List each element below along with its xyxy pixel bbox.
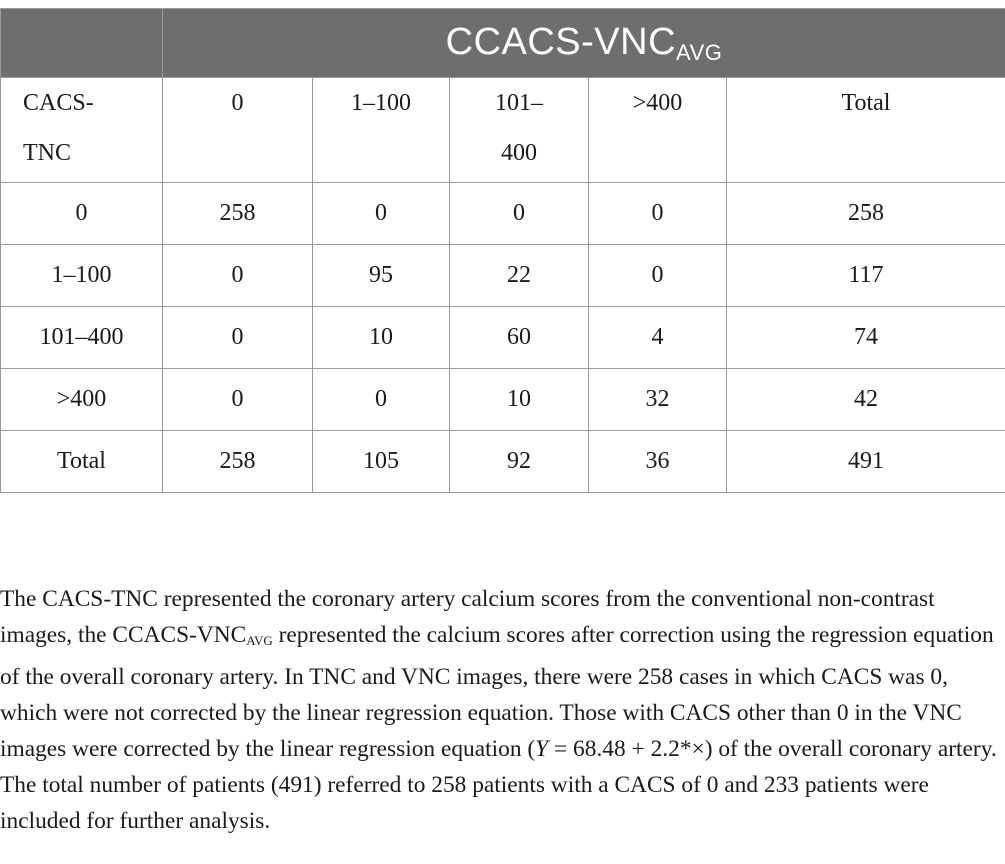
table-cell: 0 [163, 369, 313, 431]
column-header-text-line2: 400 [501, 140, 537, 166]
row-label: 101–400 [1, 307, 163, 369]
table-cell: 0 [450, 183, 589, 245]
table-cell: 0 [589, 183, 727, 245]
table-cell: 42 [727, 369, 1005, 431]
footnote-subscript: AVG [246, 633, 273, 649]
table-cell: 74 [727, 307, 1005, 369]
table-row [1, 307, 1005, 369]
table-cell: 36 [589, 431, 727, 493]
table-cell: 0 [163, 307, 313, 369]
column-header-text: 0 [231, 90, 244, 116]
table-cell: 10 [450, 369, 589, 431]
column-header [727, 78, 1005, 183]
table-footnote [0, 581, 1005, 839]
footnote-text: = 68.48 + 2.2*×) of the overall coronary artery. The total number of patients (491) referred to 258 patients with a CACS of 0 and 233 patients were included for further analysis. [0, 736, 997, 835]
table-cell: 60 [450, 307, 589, 369]
footnote-equation-variable: Y [535, 736, 549, 763]
table-cell: 0 [313, 369, 450, 431]
column-header [313, 78, 450, 183]
table-header-row [1, 9, 1005, 78]
column-header-row [1, 78, 1005, 183]
column-header-text: 101– [495, 90, 543, 116]
table-row [1, 369, 1005, 431]
header-blank-cell [1, 9, 163, 78]
row-axis-label [1, 78, 163, 183]
table-title-subscript: AVG [676, 39, 723, 65]
column-header [163, 78, 313, 183]
row-label: >400 [1, 369, 163, 431]
footnote-text: The CACS-TNC represented the coronary artery calcium scores from the conventional non-contrast images, the CCACS-VNC [0, 586, 935, 649]
column-header-text: Total [841, 90, 891, 116]
footnote-text: represented the calcium scores after correction using the regression equation of the overall coronary artery. In TNC and VNC images, there were 258 cases in which CACS was 0, which were not corrected by the linear regression equation. Those with CACS other than 0 in the VNC images were corrected by the linear regression equation ( [0, 622, 994, 763]
table-cell: 22 [450, 245, 589, 307]
table-title-main: CCACS-VNC [445, 20, 677, 63]
table-cell: 0 [589, 245, 727, 307]
table-cell: 95 [313, 245, 450, 307]
table-cell: 258 [163, 183, 313, 245]
row-label: 0 [1, 183, 163, 245]
table-title [163, 9, 1005, 78]
table-cell: 258 [727, 183, 1005, 245]
table-cell: 105 [313, 431, 450, 493]
contingency-table [0, 8, 1005, 493]
column-header-text: 1–100 [351, 90, 411, 116]
table-cell: 4 [589, 307, 727, 369]
table-row [1, 183, 1005, 245]
row-label: Total [1, 431, 163, 493]
column-header [589, 78, 727, 183]
table-cell: 10 [313, 307, 450, 369]
table-row [1, 245, 1005, 307]
table-cell: 0 [313, 183, 450, 245]
table-row-total [1, 431, 1005, 493]
row-label: 1–100 [1, 245, 163, 307]
table-cell: 117 [727, 245, 1005, 307]
table-cell: 258 [163, 431, 313, 493]
table-cell: 491 [727, 431, 1005, 493]
table-cell: 32 [589, 369, 727, 431]
column-header-text: >400 [632, 90, 683, 116]
row-axis-label-line2: TNC [23, 140, 71, 166]
row-axis-label-line1: CACS- [23, 90, 94, 116]
table-cell: 0 [163, 245, 313, 307]
table-cell: 92 [450, 431, 589, 493]
column-header [450, 78, 589, 183]
